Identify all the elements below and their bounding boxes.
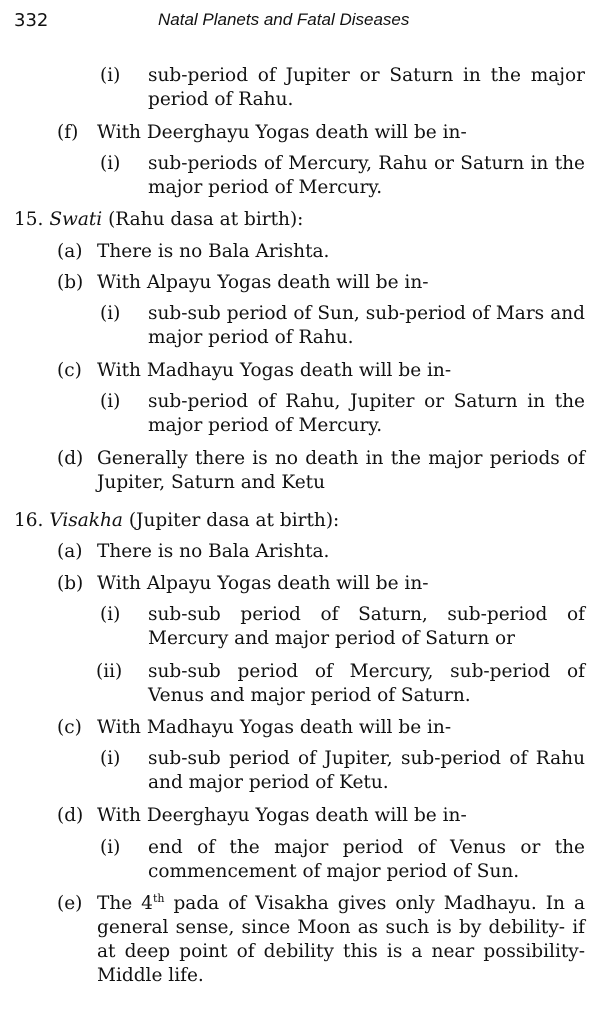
item-text: sub-sub period of Sun, sub-period of Mars and major period of Rahu.: [148, 303, 585, 348]
item-text: sub-period of Jupiter or Saturn in the major period of Rahu.: [148, 65, 585, 110]
item-text: sub-sub period of Saturn, sub-period of Mercury and major period of Saturn or: [148, 604, 585, 649]
item-label: (a): [57, 241, 83, 262]
running-title: Natal Planets and Fatal Diseases: [158, 10, 410, 29]
section-heading-15: [14, 208, 303, 232]
item-label: (c): [57, 717, 82, 738]
section-number: 16.: [14, 510, 44, 531]
item-label: (d): [57, 805, 84, 826]
item-text-post: pada of Visakha gives only Madhayu. In a general sense, since Moon as such is by debility- if at deep point of debility this is a near possibility-Middle life.: [97, 893, 585, 986]
ordinal-suffix: th: [152, 892, 165, 905]
item-text: [97, 892, 585, 988]
page-header: [0, 10, 600, 36]
item-text: sub-period of Rahu, Jupiter or Saturn in the major period of Mercury.: [148, 391, 585, 436]
item-label: (i): [100, 391, 121, 412]
section-heading-rest: (Rahu dasa at birth):: [102, 209, 304, 230]
nakshatra-name: Swati: [49, 209, 103, 230]
item-label: (ii): [96, 661, 123, 682]
item-text: There is no Bala Arishta.: [97, 241, 330, 262]
nakshatra-name: Visakha: [49, 510, 123, 531]
item-label: (e): [57, 893, 83, 914]
item-text: With Alpayu Yogas death will be in-: [97, 573, 429, 594]
item-text: end of the major period of Venus or the commencement of major period of Sun.: [148, 837, 585, 882]
item-text: sub-periods of Mercury, Rahu or Saturn in the major period of Mercury.: [148, 153, 585, 198]
item-label: (d): [57, 448, 84, 469]
section-number: 15.: [14, 209, 44, 230]
item-text: With Madhayu Yogas death will be in-: [97, 360, 452, 381]
item-text: With Alpayu Yogas death will be in-: [97, 272, 429, 293]
item-text: With Deerghayu Yogas death will be in-: [97, 122, 467, 143]
item-label: (a): [57, 541, 83, 562]
item-label: (i): [100, 303, 121, 324]
item-label: (i): [100, 604, 121, 625]
section-heading-16: [14, 509, 339, 533]
item-label: (b): [57, 272, 84, 293]
item-text: With Deerghayu Yogas death will be in-: [97, 805, 467, 826]
item-text-pre: The 4: [97, 893, 153, 914]
item-text: sub-sub period of Mercury, sub-period of Venus and major period of Saturn.: [148, 661, 585, 706]
page-number: 332: [14, 10, 49, 31]
item-text: Generally there is no death in the major periods of Jupiter, Saturn and Ketu: [97, 448, 585, 493]
item-label: (b): [57, 573, 84, 594]
item-label: (i): [100, 153, 121, 174]
item-text: With Madhayu Yogas death will be in-: [97, 717, 452, 738]
item-label: (i): [100, 65, 121, 86]
item-label: (i): [100, 837, 121, 858]
section-heading-rest: (Jupiter dasa at birth):: [122, 510, 340, 531]
item-label: (f): [57, 122, 79, 143]
item-text: There is no Bala Arishta.: [97, 541, 330, 562]
item-label: (c): [57, 360, 82, 381]
item-text: sub-sub period of Jupiter, sub-period of Rahu and major period of Ketu.: [148, 748, 585, 793]
item-label: (i): [100, 748, 121, 769]
